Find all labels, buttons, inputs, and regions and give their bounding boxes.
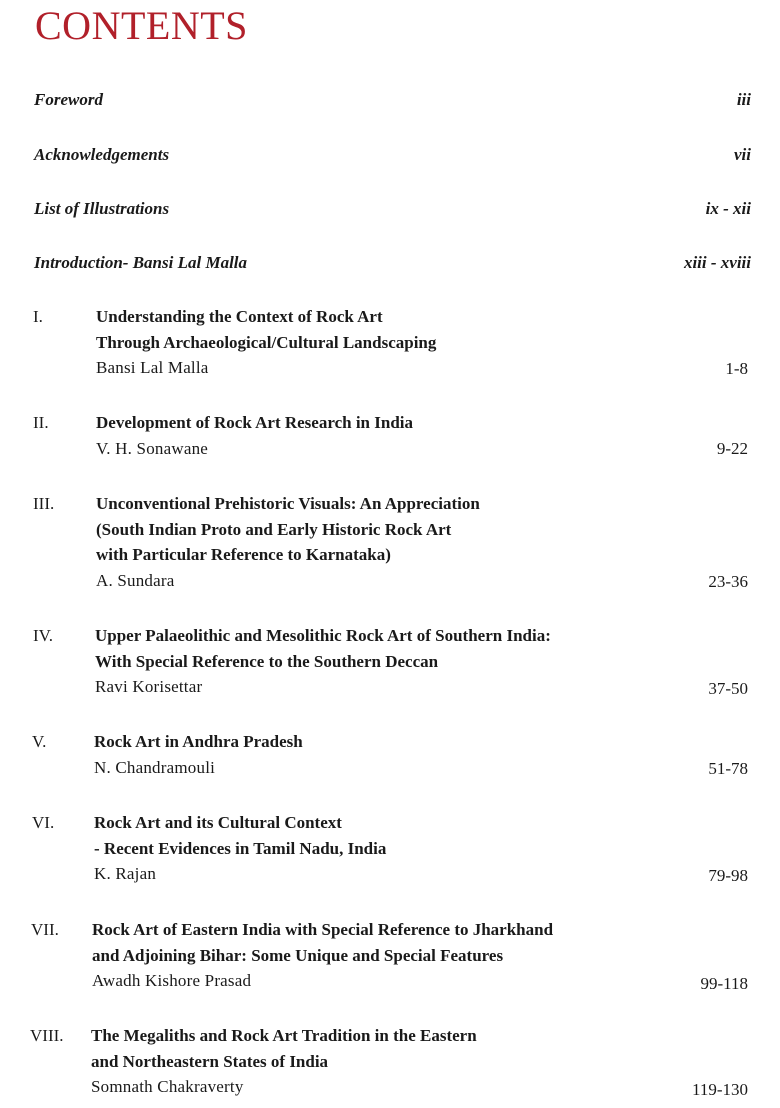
- chapter-title-line: and Northeastern States of India: [91, 1051, 329, 1071]
- chapter-title-line: Rock Art in Andhra Pradesh: [94, 732, 303, 751]
- chapter-author: Somnath Chakraverty: [91, 1077, 244, 1097]
- chapter-pages: 99-118: [700, 974, 748, 993]
- chapter-author: K. Rajan: [94, 864, 157, 884]
- chapter-number: III.: [33, 494, 55, 513]
- chapter-pages: 9-22: [716, 439, 748, 458]
- toc-entry-acknowledgements: [34, 142, 751, 168]
- chapter-number: V.: [32, 732, 47, 751]
- chapter-title-line: Rock Art and its Cultural Context: [94, 813, 342, 832]
- chapter-title-line: - Recent Evidences in Tamil Nadu, India: [94, 838, 387, 858]
- chapter-author: V. H. Sonawane: [96, 438, 209, 458]
- chapter-title-line: With Special Reference to the Southern Deccan: [95, 651, 439, 671]
- entry-pages: xiii - xviii: [683, 253, 751, 272]
- chapter-author: Awadh Kishore Prasad: [92, 971, 252, 991]
- toc-entry-introduction: [34, 250, 751, 276]
- entry-pages: ix - xii: [705, 199, 751, 218]
- chapter-title-line: and Adjoining Bihar: Some Unique and Special Features: [92, 945, 504, 965]
- chapter-pages: 23-36: [708, 572, 748, 591]
- chapter-number: I.: [33, 307, 43, 326]
- chapter-title-line: Through Archaeological/Cultural Landscaping: [96, 332, 437, 352]
- chapter-title-line: Rock Art of Eastern India with Special Reference to Jharkhand: [92, 920, 554, 939]
- chapter-title-line: with Particular Reference to Karnataka): [96, 545, 391, 565]
- entry-title: Acknowledgements: [34, 145, 170, 164]
- chapter-number: IV.: [33, 626, 53, 645]
- chapter-author: Ravi Korisettar: [95, 677, 203, 697]
- entry-pages: iii: [736, 90, 751, 109]
- chapter-title-line: Understanding the Context of Rock Art: [96, 307, 383, 326]
- chapter-title-line: Upper Palaeolithic and Mesolithic Rock Art of Southern India:: [95, 626, 551, 645]
- chapter-author: A. Sundara: [96, 570, 175, 590]
- chapter-title-line: The Megaliths and Rock Art Tradition in the Eastern: [91, 1026, 477, 1045]
- toc-entry-foreword: [34, 87, 751, 113]
- chapter-pages: 51-78: [708, 759, 748, 778]
- chapter-author: Bansi Lal Malla: [96, 358, 209, 378]
- entry-title: List of Illustrations: [34, 199, 170, 218]
- toc-entry-list-of-illustrations: [34, 196, 751, 222]
- chapter-pages: 119-130: [691, 1080, 748, 1099]
- chapter-title-line: Unconventional Prehistoric Visuals: An Appreciation: [96, 494, 480, 513]
- chapter-pages: 1-8: [725, 359, 748, 378]
- chapter-pages: 79-98: [708, 866, 748, 885]
- chapter-number: VII.: [31, 920, 59, 939]
- chapter-number: VIII.: [30, 1026, 64, 1045]
- chapter-title-line: Development of Rock Art Research in India: [96, 413, 413, 432]
- chapter-title-line: (South Indian Proto and Early Historic Rock Art: [96, 519, 452, 539]
- chapter-number: VI.: [32, 813, 55, 832]
- entry-title: Foreword: [34, 90, 103, 109]
- page-title: CONTENTS: [35, 3, 248, 48]
- chapter-pages: 37-50: [708, 679, 748, 698]
- entry-title: Introduction- Bansi Lal Malla: [34, 253, 248, 272]
- chapter-number: II.: [33, 413, 49, 432]
- entry-pages: vii: [734, 145, 751, 164]
- chapter-author: N. Chandramouli: [94, 757, 216, 777]
